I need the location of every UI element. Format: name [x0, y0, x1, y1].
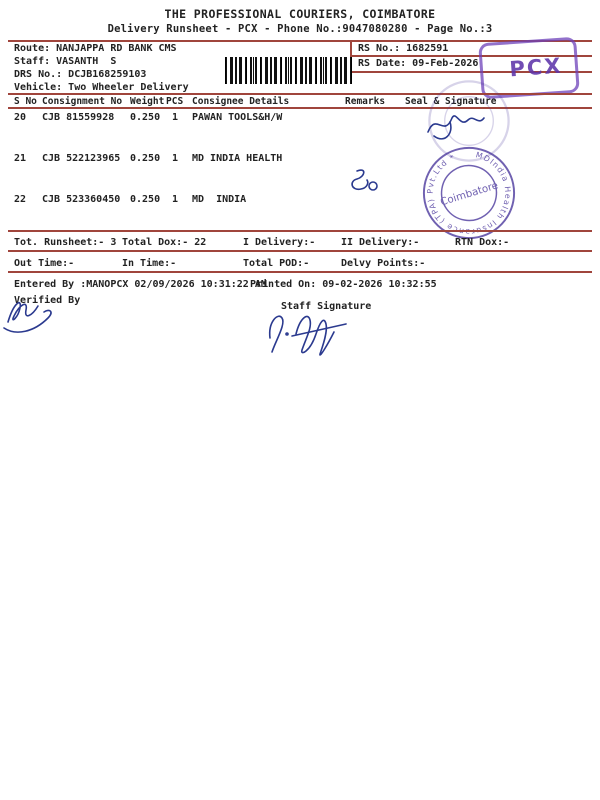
table-row-cell-consignee: PAWAN TOOLS&H/W	[192, 112, 283, 123]
entered-by: Entered By :MANOPCX 02/09/2026 10:31:22 AM	[14, 279, 267, 290]
rs-no-field: RS No.: 1682591	[358, 43, 449, 54]
total-runsheet: Tot. Runsheet:- 3	[14, 237, 117, 248]
runsheet-subtitle: Delivery Runsheet - PCX - Phone No.:9047080280 - Page No.:3	[107, 23, 493, 35]
staff-signature	[262, 304, 354, 360]
i-delivery: I Delivery:-	[243, 237, 316, 248]
ii-delivery: II Delivery:-	[341, 237, 420, 248]
table-row-cell-consignee: MD INDIA HEALTH	[192, 153, 283, 164]
table-row-cell-pcs: 1	[172, 112, 179, 123]
col-header-weight: Weight	[130, 96, 165, 107]
pcx-stamp-text: PCX	[508, 53, 564, 82]
table-row-cell-weight: 0.250	[130, 153, 161, 164]
vehicle-field: Vehicle: Two Wheeler Delivery	[14, 82, 189, 93]
table-row-cell-sno: 21	[14, 153, 27, 164]
delvy-points: Delvy Points:-	[341, 258, 426, 269]
col-header-pcs: PCS	[166, 96, 184, 107]
staff-signature-label: Staff Signature	[281, 301, 372, 312]
table-row-cell-consignee: MD INDIA	[192, 194, 247, 205]
mdindia-round-stamp	[412, 136, 526, 250]
stamp-center-text: Coimbatore	[438, 179, 500, 209]
verified-by-label: Verified By	[14, 295, 81, 306]
total-pod: Total POD:-	[243, 258, 310, 269]
table-row-cell-sno: 20	[14, 112, 27, 123]
rs-date-field: RS Date: 09-Feb-2026	[358, 58, 479, 69]
table-row-cell-consignment: CJB 81559928	[42, 112, 115, 123]
table-row-cell-weight: 0.250	[130, 194, 161, 205]
staff-field: Staff: VASANTH S	[14, 56, 117, 67]
out-time: Out Time:-	[14, 258, 75, 269]
route-field: Route: NANJAPPA RD BANK CMS	[14, 43, 177, 54]
in-time: In Time:-	[122, 258, 177, 269]
drs-barcode	[225, 57, 353, 84]
table-row-cell-consignment: CJB 522123965	[42, 153, 121, 164]
company-title: THE PROFESSIONAL COURIERS, COIMBATORE	[164, 7, 436, 21]
col-header-seal: Seal & Signature	[405, 96, 497, 107]
drs-no-field: DRS No.: DCJB168259103	[14, 69, 147, 80]
table-row-cell-pcs: 1	[172, 153, 179, 164]
table-row-cell-consignment: CJB 523360450	[42, 194, 121, 205]
col-header-consignee: Consignee Details	[192, 96, 290, 107]
printed-on: Printed On: 09-02-2026 10:32:55	[250, 279, 437, 290]
times-rule	[8, 271, 592, 273]
col-header-sno: S No	[14, 96, 37, 107]
totals-rule	[8, 250, 592, 252]
remarks-scribble	[345, 165, 385, 201]
table-row-cell-pcs: 1	[172, 194, 179, 205]
table-row-cell-sno: 22	[14, 194, 27, 205]
total-dox: Total Dox:- 22	[122, 237, 207, 248]
table-bottom-rule	[8, 230, 592, 232]
stamp-ring-text: MDIndia Health Insurance (TPA) Pvt.Ltd *	[425, 150, 513, 237]
col-header-remarks: Remarks	[345, 96, 386, 107]
table-row-cell-weight: 0.250	[130, 112, 161, 123]
verified-by-signature	[2, 294, 74, 340]
rtn-dox: RTN Dox:-	[455, 237, 510, 248]
col-header-consignment: Consignment No	[42, 96, 123, 107]
